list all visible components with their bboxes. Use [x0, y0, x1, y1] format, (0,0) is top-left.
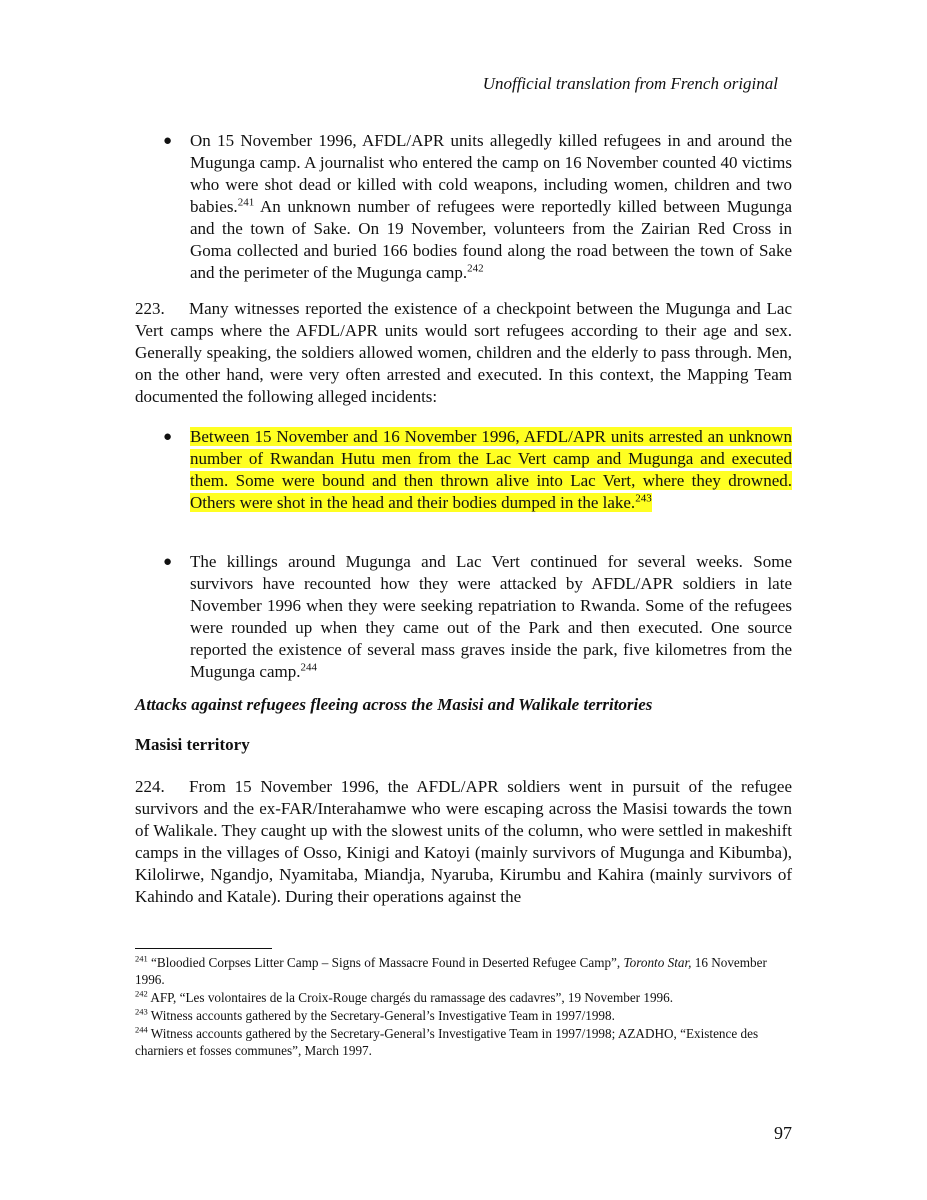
bullet-dot-icon: ●	[163, 133, 173, 149]
footnote-244: $^{244}$ Witness accounts gathered by the Secretary-General’s Investigative Team in 1997/1998; AZADHO, “Existence des charniers et fosses communes”, March 1997.	[135, 1024, 759, 1058]
page-header: Unofficial translation from French original	[482, 74, 778, 93]
bullet-text: On 15 November 1996, AFDL/APR units allegedly killed refugees in and around the Mugunga camp. A journalist who entered the camp on 16 November counted 40 victims who were shot dead or killed with cold weapons, including women, children and two babies.$^{241}$ An unknown number of refugees were reportedly killed between Mugunga and the town of Sake. On 19 November, volunteers from the Zairian Red Cross in Goma collected and buried 166 bodies found along the road between the town of Sake and the perimeter of the Mugunga camp.$^{242}$	[190, 131, 792, 282]
highlighted-text: Between 15 November and 16 November 1996, AFDL/APR units arrested an unknown number of Rwandan Hutu men from the Lac Vert camp and Mugunga and executed them. Some were bound and then thrown alive into Lac Vert, where they drowned. Others were shot in the head and their bodies dumped in the lake.$^{243}$	[190, 427, 792, 512]
footnote-ref[interactable]: 241	[237, 196, 255, 209]
subsection-heading: Masisi territory	[135, 735, 250, 754]
footnote-separator	[135, 948, 272, 949]
paragraph-223	[135, 298, 792, 408]
paragraph-text: From 15 November 1996, the AFDL/APR soldiers went in pursuit of the refugee survivors and the ex-FAR/Interahamwe who were escaping across the Masisi towards the town of Walikale. They caught up with the slowest units of the column, who were settled in makeshift camps in the villages of Osso, Kinigi and Katoyi (mainly survivors of Mugunga and Kibumba), Kilolirwe, Ngandjo, Nyamitaba, Miandja, Nyaruba, Kirumbu and Kahira (mainly survivors of Kahindo and Katale). During their operations against the	[135, 777, 792, 906]
footnote-ref[interactable]: 243	[635, 492, 652, 505]
bullet-dot-icon: ●	[163, 554, 173, 570]
footnotes	[135, 954, 792, 1060]
bullet-item-continued-killings	[135, 551, 792, 683]
section-heading: Attacks against refugees fleeing across the Masisi and Walikale territories	[135, 695, 653, 714]
footnote-241: $^{241}$ “Bloodied Corpses Litter Camp – Signs of Massacre Found in Deserted Refugee Camp”, Toronto Star, 16 November 1996.	[135, 953, 767, 987]
footnote-243: $^{243}$ Witness accounts gathered by the Secretary-General’s Investigative Team in 1997/1998.	[135, 1006, 615, 1023]
bullet-text	[190, 426, 792, 514]
footnote-ref[interactable]: 242	[467, 262, 484, 275]
footnote-ref[interactable]: 244	[300, 661, 317, 674]
bullet-dot-icon: ●	[163, 429, 173, 445]
footnote-242: $^{242}$ AFP, “Les volontaires de la Croix-Rouge chargés du ramassage des cadavres”, 19 November 1996.	[135, 988, 674, 1005]
bullet-text: The killings around Mugunga and Lac Vert continued for several weeks. Some survivors have recounted how they were attacked by AFDL/APR soldiers in late November 1996 when they were seeking repatriation to Rwanda. Some of the refugees were rounded up when they came out of the Park and then executed. One source reported the existence of several mass graves inside the park, five kilometres from the Mugunga camp.$^{244}$	[190, 552, 792, 681]
paragraph-number: 224.	[135, 777, 165, 796]
paragraph-text: Many witnesses reported the existence of a checkpoint between the Mugunga and Lac Vert camps where the AFDL/APR units would sort refugees according to their age and sex. Generally speaking, the soldiers allowed women, children and the elderly to pass through. Men, on the other hand, were very often arrested and executed. In this context, the Mapping Team documented the following alleged incidents:	[135, 299, 792, 406]
bullet-item-mugunga-killings	[135, 130, 792, 284]
bullet-item-lac-vert-executions	[135, 426, 792, 536]
paragraph-number: 223.	[135, 299, 165, 318]
paragraph-224	[135, 776, 792, 908]
page-number: 97	[774, 1123, 792, 1143]
